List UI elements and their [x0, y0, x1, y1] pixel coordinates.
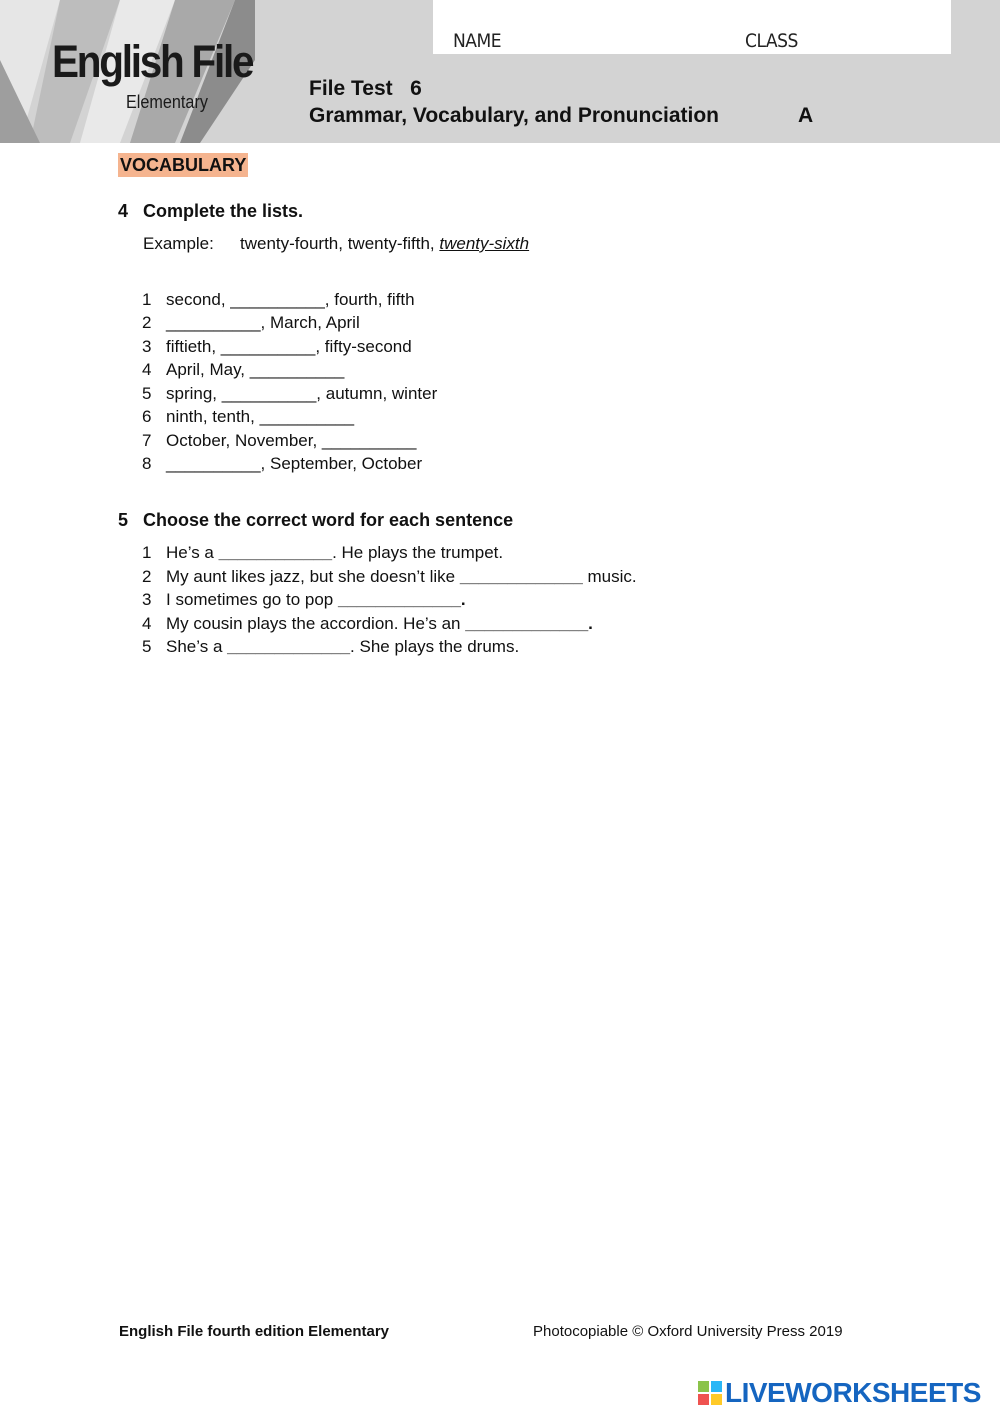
section-label-vocabulary: VOCABULARY [120, 155, 247, 175]
q4-item-text[interactable]: __________, March, April [166, 313, 360, 332]
q4-item-number: 5 [142, 384, 152, 403]
q4-item-number: 8 [142, 454, 152, 473]
q5-item-number: 3 [142, 590, 152, 609]
logo-subtitle: Elementary [126, 92, 208, 112]
q5-item-number: 2 [142, 567, 152, 586]
q5-item-number: 4 [142, 614, 152, 633]
answer-blank[interactable]: ____________ [218, 543, 333, 562]
answer-blank[interactable]: _____________ [227, 637, 351, 656]
q5-item-number: 1 [142, 543, 152, 562]
name-label: NAME [453, 30, 502, 52]
liveworksheets-watermark [697, 1377, 981, 1409]
example-text: twenty-fourth, twenty-fifth, twenty-sixth [240, 234, 530, 253]
question-4-number: 4 [118, 201, 129, 221]
q4-item-text[interactable]: spring, __________, autumn, winter [166, 384, 438, 403]
page-header [0, 0, 1000, 143]
example-answer: twenty-sixth [439, 234, 530, 253]
q4-item-text[interactable]: fiftieth, __________, fifty-second [166, 337, 412, 356]
answer-blank[interactable]: _____________ [459, 567, 583, 586]
q4-item-text[interactable]: __________, September, October [166, 454, 423, 473]
q5-item-sentence: She’s a _____________. She plays the drums. [166, 637, 520, 656]
question-5-instruction: Choose the correct word for each sentence [143, 510, 514, 530]
q4-item-number: 4 [142, 360, 152, 379]
q5-item-number: 5 [142, 637, 152, 656]
q4-item-text[interactable]: ninth, tenth, __________ [166, 407, 355, 426]
q5-item-sentence: My cousin plays the accordion. He’s an _____________. [166, 614, 593, 633]
q4-item-text[interactable]: April, May, __________ [166, 360, 345, 379]
q4-item-number: 7 [142, 431, 152, 450]
q4-item-number: 2 [142, 313, 152, 332]
logo-title: English File [52, 36, 253, 87]
q5-item-sentence: My aunt likes jazz, but she doesn’t like _____________ music. [166, 567, 637, 586]
q4-item-number: 1 [142, 290, 152, 309]
liveworksheets-text: LIVEWORKSHEETS [725, 1377, 981, 1408]
class-label: CLASS [745, 30, 798, 52]
answer-blank[interactable]: _____________. [465, 614, 593, 633]
test-title: File Test 6 [309, 77, 422, 100]
example-label: Example: [143, 234, 214, 253]
q4-item-text[interactable]: second, __________, fourth, fifth [166, 290, 415, 309]
liveworksheets-logo-icon [697, 1380, 723, 1406]
q5-item-sentence: I sometimes go to pop _____________. [166, 590, 466, 609]
q4-item-number: 3 [142, 337, 152, 356]
footer-copyright: Photocopiable © Oxford University Press 2019 [533, 1323, 843, 1340]
test-version: A [798, 104, 814, 127]
answer-blank[interactable]: _____________. [337, 590, 466, 609]
q5-item-sentence: He’s a ____________. He plays the trumpet. [166, 543, 504, 562]
test-subtitle: Grammar, Vocabulary, and Pronunciation [309, 104, 719, 127]
footer-edition: English File fourth edition Elementary [119, 1323, 390, 1340]
question-5-number: 5 [118, 510, 129, 530]
question-4-instruction: Complete the lists. [143, 201, 304, 221]
q4-item-text[interactable]: October, November, __________ [166, 431, 417, 450]
q4-item-number: 6 [142, 407, 152, 426]
name-class-box [433, 0, 951, 54]
